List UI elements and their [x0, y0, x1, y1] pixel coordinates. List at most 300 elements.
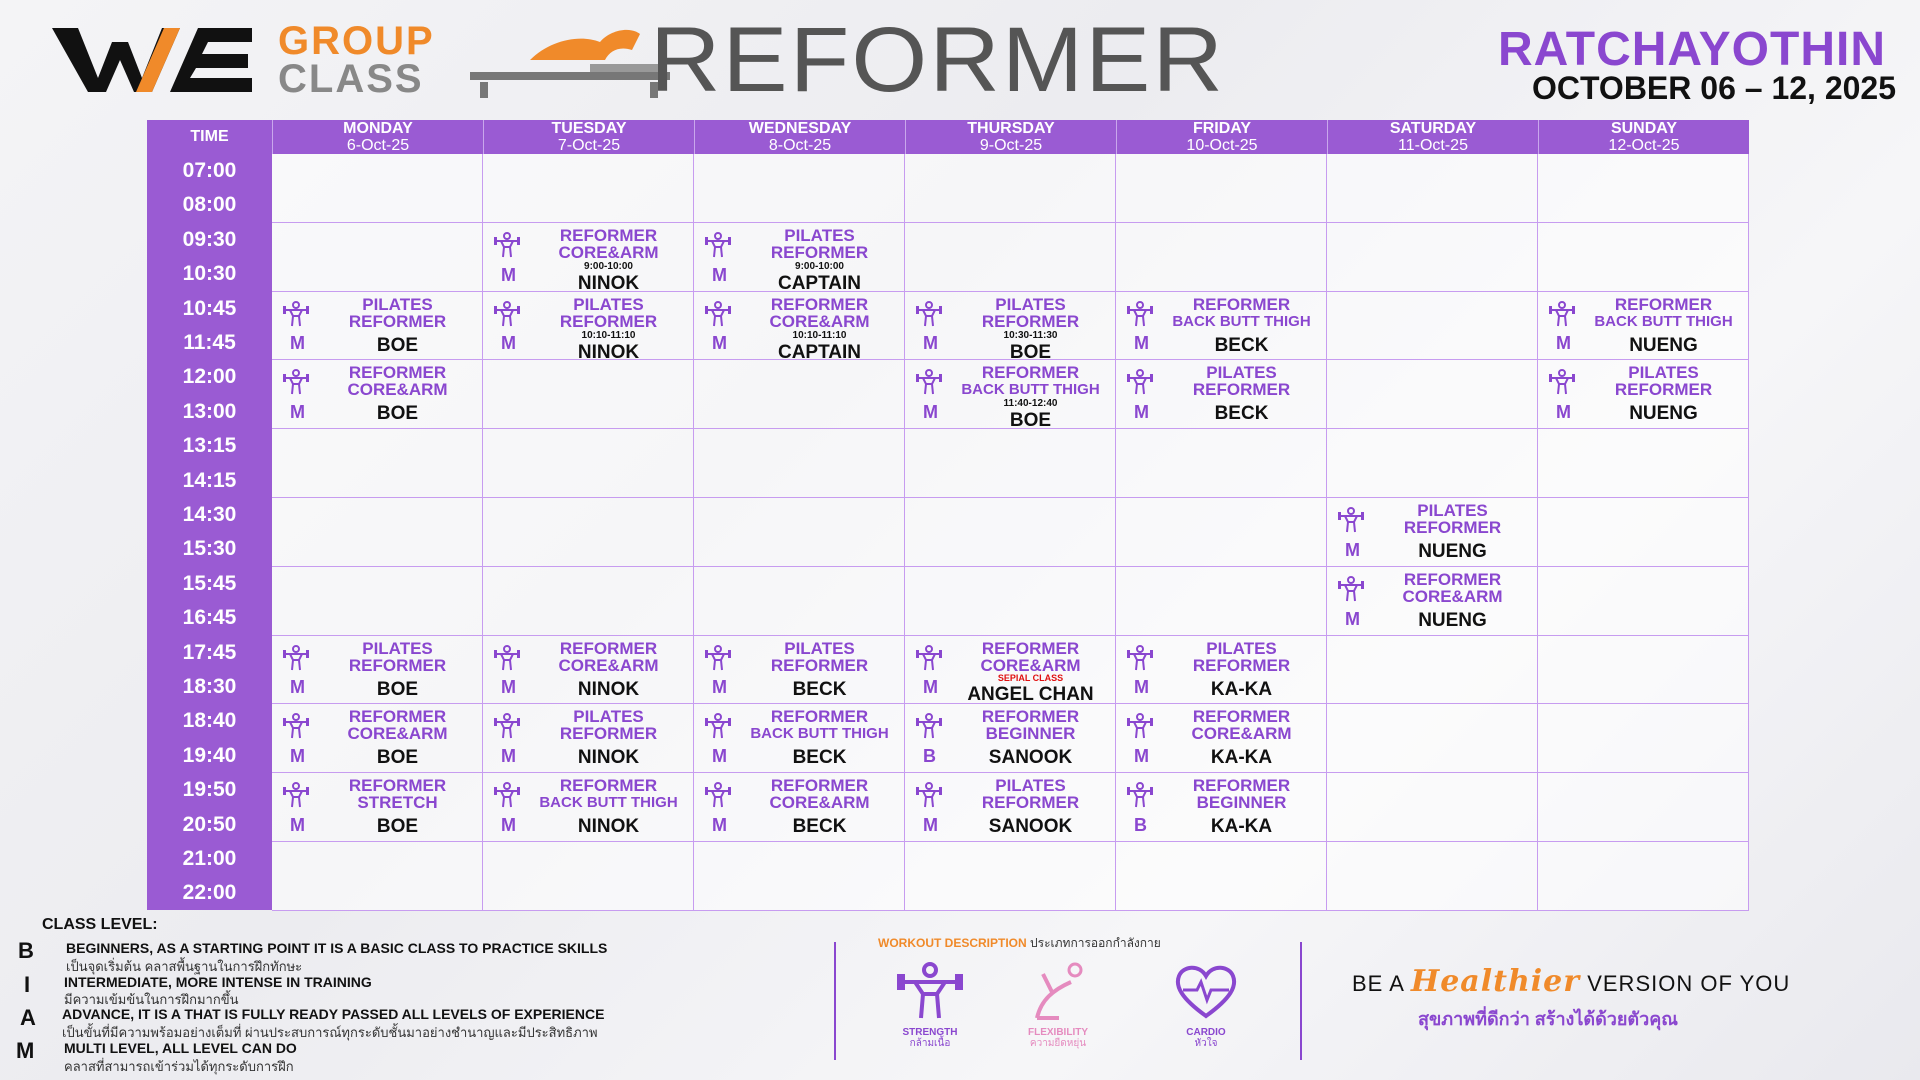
- time-label: 09:30: [182, 227, 237, 251]
- class-info: [525, 708, 692, 771]
- class-name: REFORMER: [981, 638, 1080, 658]
- coach-name: KA-KA: [1210, 816, 1273, 838]
- strength-icon: [915, 781, 943, 809]
- class-info: [314, 708, 481, 771]
- coach-name: BOE: [376, 403, 419, 425]
- schedule-cell: [1327, 223, 1538, 292]
- strength-label-th: กล้ามเนื้อ: [909, 1038, 951, 1049]
- header: [0, 0, 1920, 118]
- class-block[interactable]: [272, 360, 483, 429]
- coach-name: NINOK: [577, 272, 640, 294]
- class-name: REFORMER: [770, 776, 869, 796]
- coach-name: NUENG: [1418, 609, 1487, 631]
- class-name: BACK BUTT THIGH: [539, 794, 678, 812]
- class-name: REFORMER: [348, 363, 447, 383]
- class-info: [1580, 296, 1747, 359]
- footer-divider-left: [834, 942, 836, 1060]
- class-block[interactable]: [694, 223, 905, 292]
- class-name: BACK BUTT THIGH: [750, 725, 889, 743]
- slogan-post: VERSION OF YOU: [1587, 971, 1791, 996]
- day-name: MONDAY: [343, 120, 413, 137]
- strength-icon: [704, 231, 732, 259]
- group-class-text: [278, 19, 435, 101]
- coach-name: SANOOK: [988, 747, 1073, 769]
- class-name: REFORMER: [1614, 380, 1713, 400]
- coach-name: BOE: [376, 678, 419, 700]
- schedule-cell: [1327, 154, 1538, 223]
- class-name: REFORMER: [348, 707, 447, 727]
- class-block[interactable]: [905, 773, 1116, 842]
- class-name: PILATES: [995, 776, 1066, 796]
- class-level-badge: M: [501, 814, 516, 835]
- class-block[interactable]: [1538, 292, 1749, 361]
- schedule-cell: [483, 498, 694, 567]
- class-name: PILATES: [1206, 638, 1277, 658]
- time-label: 19:50: [182, 778, 237, 802]
- branch-name: RATCHAYOTHIN: [1497, 23, 1886, 76]
- class-time: 9:00-10:00: [795, 260, 844, 272]
- class-name: CORE&ARM: [1191, 724, 1292, 744]
- schedule-cell: [1538, 704, 1749, 773]
- class-info: [314, 364, 481, 427]
- class-block[interactable]: [272, 773, 483, 842]
- coach-name: BECK: [792, 747, 847, 769]
- class-level-badge: M: [712, 814, 727, 835]
- coach-name: NINOK: [577, 341, 640, 363]
- cardio-label-th: หัวใจ: [1194, 1038, 1218, 1049]
- class-block[interactable]: [1327, 567, 1538, 636]
- class-block[interactable]: [272, 292, 483, 361]
- class-name: BEGINNER: [985, 724, 1076, 744]
- strength-icon: [704, 712, 732, 740]
- time-header: TIME: [190, 128, 229, 145]
- strength-icon: [493, 644, 521, 672]
- class-name: PILATES: [784, 638, 855, 658]
- workout-strength: [880, 960, 980, 1049]
- class-name: CORE&ARM: [558, 655, 659, 675]
- page-title: REFORMER: [650, 9, 1226, 111]
- class-info: [736, 640, 903, 703]
- class-info: [1369, 571, 1536, 634]
- schedule-cell: [1116, 223, 1327, 292]
- level-letter-i: I: [24, 972, 31, 997]
- schedule-cell: [694, 842, 905, 911]
- day-name: THURSDAY: [967, 120, 1055, 137]
- class-info: [1580, 364, 1747, 427]
- coach-name: BECK: [792, 816, 847, 838]
- class-info: [947, 294, 1114, 363]
- class-name: REFORMER: [770, 294, 869, 314]
- cardio-icon: [1171, 960, 1241, 1022]
- class-name: CORE&ARM: [347, 380, 448, 400]
- class-block[interactable]: [272, 636, 483, 705]
- class-block[interactable]: [905, 292, 1116, 361]
- class-info: [1158, 296, 1325, 359]
- time-label: 21:00: [182, 847, 237, 870]
- schedule-cell: [483, 154, 694, 223]
- class-name: REFORMER: [1403, 569, 1502, 589]
- special-class-label: SEPIAL CLASS: [997, 672, 1064, 683]
- schedule-cell: [483, 429, 694, 498]
- flexibility-label: FLEXIBILITY: [1028, 1027, 1088, 1038]
- class-name: CORE&ARM: [769, 311, 870, 331]
- strength-icon: [704, 300, 732, 328]
- class-name: REFORMER: [1192, 707, 1291, 727]
- day-date: 10-Oct-25: [1186, 137, 1258, 154]
- day-name: SUNDAY: [1610, 120, 1678, 137]
- time-label: 18:40: [182, 709, 237, 733]
- class-name: BACK BUTT THIGH: [1172, 312, 1311, 330]
- time-label: 15:45: [182, 571, 237, 595]
- class-name: STRETCH: [357, 793, 438, 813]
- coach-name: KA-KA: [1210, 678, 1273, 700]
- time-label: 22:00: [182, 881, 237, 905]
- class-name: REFORMER: [1192, 655, 1291, 675]
- strength-icon: [1126, 300, 1154, 328]
- day-header-friday: [1116, 120, 1327, 154]
- footer: [0, 912, 1920, 1080]
- schedule-cell: [905, 154, 1116, 223]
- schedule-cell: [1538, 498, 1749, 567]
- schedule-cell: [483, 360, 694, 429]
- class-name: REFORMER: [1192, 776, 1291, 796]
- class-block[interactable]: [483, 773, 694, 842]
- strength-icon: [493, 300, 521, 328]
- class-name: PILATES: [1206, 363, 1277, 383]
- coach-name: CAPTAIN: [777, 341, 862, 363]
- class-block[interactable]: [1116, 704, 1327, 773]
- schedule-cell: [272, 154, 483, 223]
- level-letter-a: A: [20, 1005, 36, 1030]
- class-name: REFORMER: [559, 724, 658, 744]
- class-info: [1158, 640, 1325, 703]
- class-name: REFORMER: [981, 363, 1080, 383]
- schedule-cell: [272, 567, 483, 636]
- time-label: 10:45: [182, 296, 237, 320]
- class-block[interactable]: [1116, 773, 1327, 842]
- schedule-cell: [1116, 429, 1327, 498]
- schedule-cell: [694, 360, 905, 429]
- class-name: REFORMER: [1192, 380, 1291, 400]
- day-date: 9-Oct-25: [979, 137, 1043, 154]
- class-time: 9:00-10:00: [584, 260, 633, 272]
- class-level-badge: M: [501, 746, 516, 767]
- coach-name: NINOK: [577, 747, 640, 769]
- schedule-cell: [694, 498, 905, 567]
- class-block[interactable]: [694, 773, 905, 842]
- class-name: REFORMER: [559, 311, 658, 331]
- class-level-badge: M: [923, 333, 938, 354]
- class-block[interactable]: [1116, 292, 1327, 361]
- class-block[interactable]: [694, 292, 905, 361]
- schedule-cell: [905, 567, 1116, 636]
- class-time: 11:40-12:40: [1003, 398, 1058, 410]
- class-name: PILATES: [362, 294, 433, 314]
- class-time: 10:10-11:10: [581, 329, 636, 341]
- time-label: 08:00: [182, 193, 237, 217]
- schedule-cell: [1327, 842, 1538, 911]
- class-info: [736, 708, 903, 771]
- strength-icon: [1126, 368, 1154, 396]
- class-name: PILATES: [1417, 501, 1488, 520]
- schedule-cell: [1327, 360, 1538, 429]
- day-name: FRIDAY: [1192, 120, 1252, 137]
- time-label: 18:30: [182, 675, 237, 698]
- class-info: [1369, 502, 1536, 565]
- workout-description-title: [878, 934, 1161, 953]
- class-name: CORE&ARM: [769, 793, 870, 813]
- class-block[interactable]: [272, 704, 483, 773]
- strength-icon: [1548, 300, 1576, 328]
- class-name: PILATES: [362, 638, 433, 658]
- strength-icon: [1126, 712, 1154, 740]
- class-name: REFORMER: [559, 638, 658, 658]
- coach-name: BECK: [1214, 334, 1269, 356]
- class-level-badge: M: [712, 746, 727, 767]
- coach-name: NUENG: [1629, 334, 1698, 356]
- class-name: REFORMER: [1192, 294, 1291, 314]
- level-desc-i: INTERMEDIATE, MORE INTENSE IN TRAINING: [64, 974, 372, 990]
- workout-title-en: WORKOUT DESCRIPTION: [878, 936, 1027, 950]
- class-name: REFORMER: [559, 776, 658, 796]
- day-date: 11-Oct-25: [1398, 137, 1468, 154]
- class-block[interactable]: [694, 636, 905, 705]
- schedule-cell: [1538, 223, 1749, 292]
- schedule-cell: [1116, 567, 1327, 636]
- class-level-title: CLASS LEVEL:: [42, 916, 158, 933]
- schedule-cell: [1116, 842, 1327, 911]
- day-date: 7-Oct-25: [557, 137, 621, 154]
- class-info: [525, 777, 692, 840]
- strength-icon: [493, 231, 521, 259]
- class-block[interactable]: [1327, 498, 1538, 567]
- coach-name: KA-KA: [1210, 747, 1273, 769]
- day-name: WEDNESDAY: [748, 120, 852, 137]
- class-name: REFORMER: [348, 311, 447, 331]
- strength-icon: [1548, 368, 1576, 396]
- class-name: REFORMER: [1614, 294, 1713, 314]
- coach-name: BECK: [792, 678, 847, 700]
- class-level-badge: B: [1134, 814, 1147, 835]
- class-name: PILATES: [784, 225, 855, 245]
- class-level-badge: M: [290, 333, 305, 354]
- schedule-cell: [483, 842, 694, 911]
- class-name: REFORMER: [770, 707, 869, 727]
- schedule-cell: [694, 154, 905, 223]
- class-info: [314, 640, 481, 703]
- coach-name: BOE: [1009, 341, 1052, 363]
- workout-cardio: [1156, 960, 1256, 1049]
- cardio-label: CARDIO: [1186, 1027, 1226, 1038]
- class-name: REFORMER: [348, 655, 447, 675]
- class-name: REFORMER: [770, 242, 869, 262]
- day-header-wednesday: [694, 120, 905, 154]
- class-block[interactable]: [905, 636, 1116, 705]
- time-label: 13:15: [182, 434, 237, 458]
- level-desc-b: BEGINNERS, AS A STARTING POINT IT IS A BASIC CLASS TO PRACTICE SKILLS: [66, 940, 608, 956]
- class-level-badge: M: [923, 814, 938, 835]
- class-level-badge: M: [1556, 333, 1571, 354]
- schedule-cell: [905, 429, 1116, 498]
- strength-icon: [704, 644, 732, 672]
- coach-name: CAPTAIN: [777, 272, 862, 294]
- class-level-badge: M: [501, 264, 516, 285]
- schedule-cell: [1538, 842, 1749, 911]
- schedule-cell: [272, 498, 483, 567]
- day-date: 8-Oct-25: [768, 137, 832, 154]
- level-letter-b: B: [18, 938, 34, 963]
- schedule-cell: [1538, 567, 1749, 636]
- schedule-cell: [1327, 292, 1538, 361]
- strength-icon: [915, 644, 943, 672]
- time-label: 20:50: [182, 812, 237, 836]
- class-name: REFORMER: [981, 793, 1080, 813]
- coach-name: NUENG: [1629, 403, 1698, 425]
- class-level-badge: B: [923, 746, 936, 767]
- class-info: [947, 777, 1114, 840]
- class-block[interactable]: [694, 704, 905, 773]
- strength-icon: [282, 644, 310, 672]
- class-block[interactable]: [905, 704, 1116, 773]
- strength-icon: [704, 781, 732, 809]
- level-desc-m: MULTI LEVEL, ALL LEVEL CAN DO: [64, 1040, 297, 1056]
- class-level-badge: M: [1134, 333, 1149, 354]
- class-info: [1158, 364, 1325, 427]
- day-name: SATURDAY: [1389, 120, 1477, 137]
- class-info: [736, 777, 903, 840]
- schedule-cell: [1538, 154, 1749, 223]
- time-label: 12:00: [182, 365, 237, 389]
- class-block[interactable]: [1116, 636, 1327, 705]
- schedule-cell: [1116, 498, 1327, 567]
- strength-icon: [1126, 644, 1154, 672]
- class-name: PILATES: [573, 707, 644, 727]
- time-label: 13:00: [182, 399, 237, 423]
- day-header-monday: [272, 120, 483, 154]
- strength-icon: [1337, 506, 1365, 534]
- class-level-badge: M: [712, 264, 727, 285]
- schedule-cell: [1538, 773, 1749, 842]
- day-header-sunday: [1538, 120, 1749, 154]
- time-label: 11:45: [183, 331, 236, 354]
- strength-icon: [282, 712, 310, 740]
- day-date: 12-Oct-25: [1608, 137, 1680, 154]
- class-block[interactable]: [483, 636, 694, 705]
- coach-name: BOE: [376, 334, 419, 356]
- class-name: CORE&ARM: [347, 724, 448, 744]
- class-info: [736, 225, 903, 294]
- class-name: CORE&ARM: [1402, 586, 1503, 606]
- slogan-thai: สุขภาพที่ดีกว่า สร้างได้ด้วยตัวคุณ: [1418, 1009, 1678, 1029]
- coach-name: BOE: [376, 747, 419, 769]
- time-label: 14:30: [182, 503, 237, 526]
- class-info: [947, 640, 1114, 703]
- schedule-cell: [1538, 429, 1749, 498]
- strength-icon: [282, 300, 310, 328]
- schedule-cell: [694, 429, 905, 498]
- day-header-saturday: [1327, 120, 1538, 154]
- strength-icon: [895, 960, 965, 1022]
- class-info: [1158, 777, 1325, 840]
- group-line: GROUP: [278, 19, 435, 63]
- class-level-badge: M: [923, 677, 938, 698]
- strength-label: STRENGTH: [902, 1027, 958, 1038]
- day-date: 6-Oct-25: [346, 137, 410, 154]
- coach-name: NINOK: [577, 678, 640, 700]
- class-info: [525, 640, 692, 703]
- class-level-badge: M: [290, 814, 305, 835]
- strength-icon: [282, 781, 310, 809]
- class-level-badge: M: [1345, 608, 1360, 629]
- time-label: 15:30: [182, 537, 237, 561]
- schedule-cell: [1327, 429, 1538, 498]
- class-name: REFORMER: [348, 776, 447, 796]
- strength-icon: [915, 300, 943, 328]
- class-level-badge: M: [290, 402, 305, 423]
- class-name: CORE&ARM: [980, 655, 1081, 675]
- flexibility-icon: [1023, 960, 1093, 1022]
- coach-name: BOE: [376, 816, 419, 838]
- class-block[interactable]: [905, 360, 1116, 432]
- class-name: REFORMER: [981, 707, 1080, 727]
- workout-title-th: ประเภทการออกกำลังกาย: [1030, 936, 1161, 950]
- day-header-thursday: [905, 120, 1116, 154]
- day-header-tuesday: [483, 120, 694, 154]
- class-time: 10:10-11:10: [792, 329, 847, 341]
- class-name: REFORMER: [1403, 518, 1502, 537]
- we-logo-icon: [52, 22, 252, 98]
- class-info: [1158, 708, 1325, 771]
- class-info: [525, 225, 692, 294]
- schedule-cell: [272, 842, 483, 911]
- schedule-cell: [1538, 636, 1749, 705]
- class-info: [736, 294, 903, 363]
- strength-icon: [915, 368, 943, 396]
- class-info: [314, 296, 481, 359]
- class-level-badge: M: [501, 333, 516, 354]
- footer-divider-right: [1300, 942, 1302, 1060]
- timetable: [147, 120, 1750, 910]
- time-label: 19:40: [182, 743, 237, 767]
- class-level-badge: M: [1134, 677, 1149, 698]
- schedule-cell: [1116, 154, 1327, 223]
- strength-icon: [1337, 575, 1365, 603]
- flexibility-label-th: ความยืดหยุ่น: [1029, 1038, 1087, 1049]
- level-desc-th-b: เป็นจุดเริ่มต้น คลาสพื้นฐานในการฝึกทักษะ: [66, 959, 303, 974]
- class-name: BACK BUTT THIGH: [1594, 312, 1733, 330]
- coach-name: NINOK: [577, 816, 640, 838]
- level-letter-m: M: [16, 1038, 35, 1063]
- date-range: OCTOBER 06 – 12, 2025: [1531, 70, 1896, 106]
- class-block[interactable]: [483, 223, 694, 292]
- class-block[interactable]: [483, 292, 694, 361]
- level-desc-th-m: คลาสที่สามารถเข้าร่วมได้ทุกระดับการฝึก: [64, 1059, 294, 1074]
- time-label: 17:45: [182, 640, 237, 664]
- class-name: BEGINNER: [1196, 793, 1287, 813]
- class-name: PILATES: [995, 294, 1066, 314]
- class-level-badge: M: [712, 333, 727, 354]
- workout-flexibility: [1008, 960, 1108, 1049]
- schedule-cell: [905, 223, 1116, 292]
- class-block[interactable]: [483, 704, 694, 773]
- coach-name: SANOOK: [988, 816, 1073, 838]
- class-block[interactable]: [1538, 360, 1749, 429]
- slogan-highlight: Healthier: [1410, 964, 1581, 999]
- class-block[interactable]: [1116, 360, 1327, 429]
- schedule-cell: [1327, 773, 1538, 842]
- coach-name: BECK: [1214, 403, 1269, 425]
- class-level-badge: M: [1345, 539, 1360, 560]
